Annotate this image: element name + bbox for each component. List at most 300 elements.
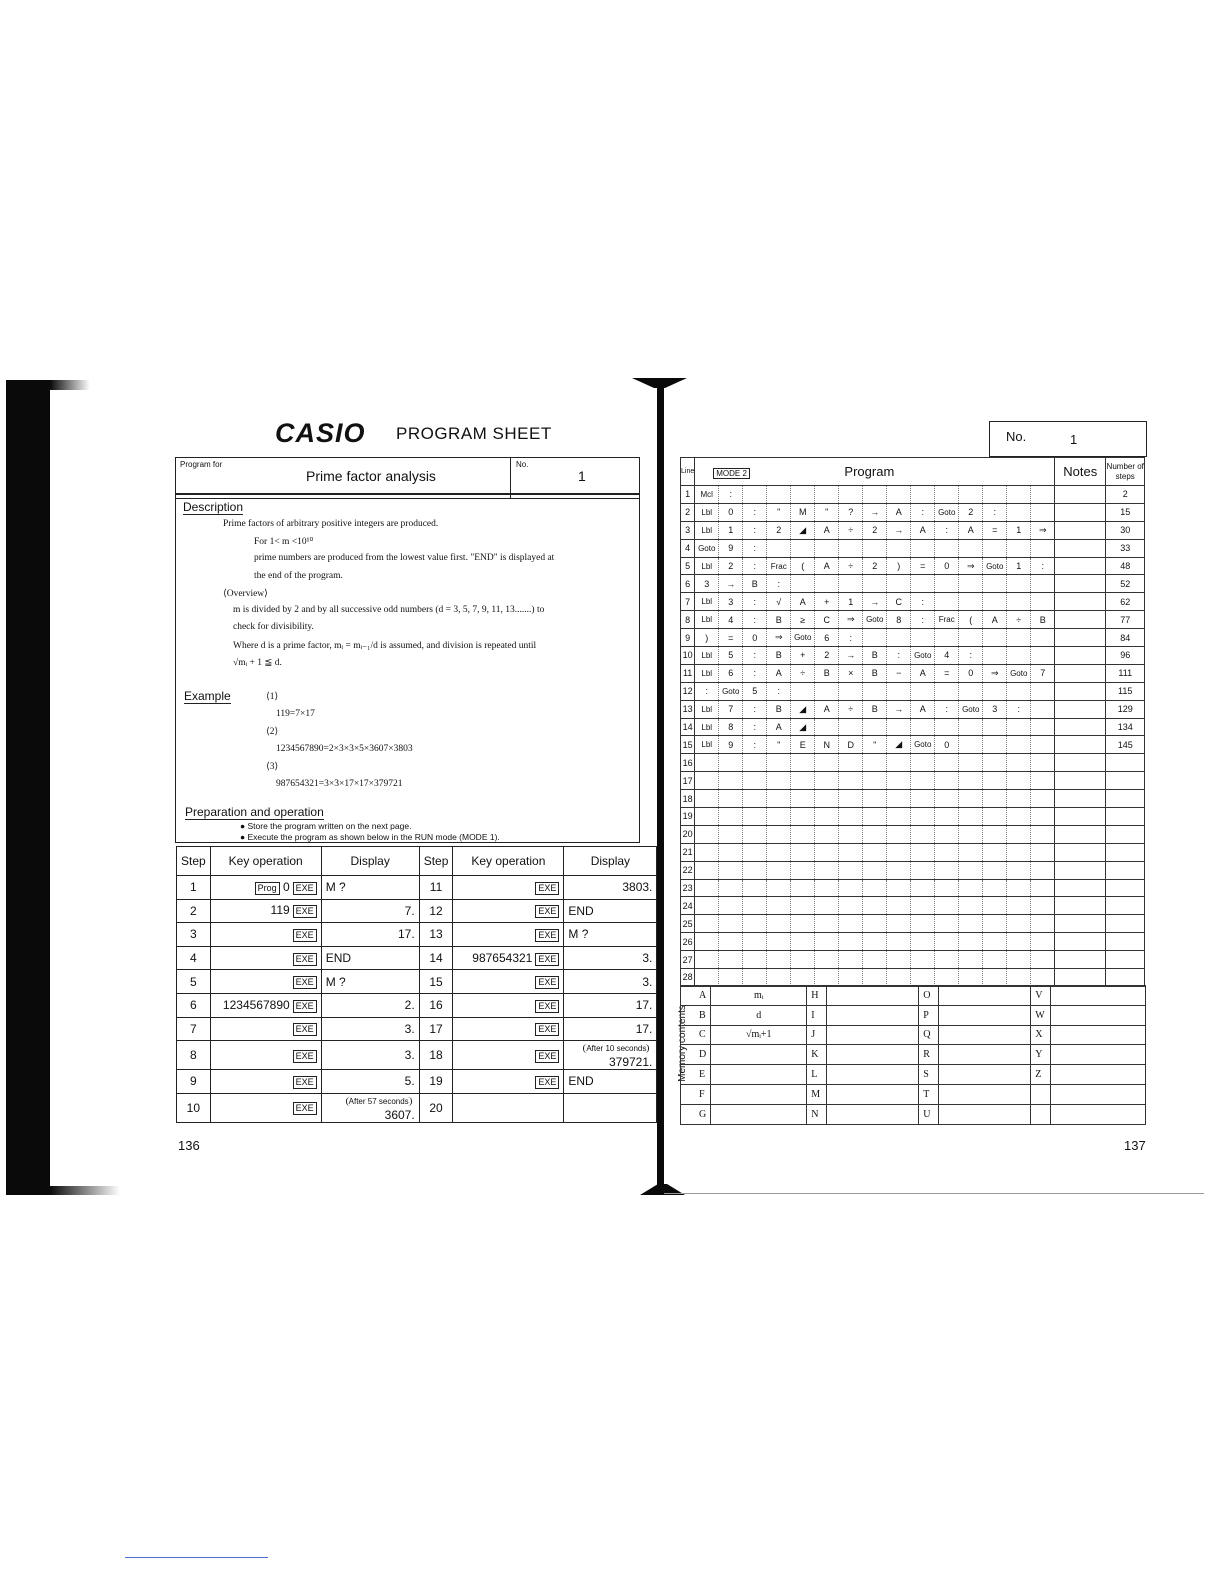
program-token <box>791 843 815 861</box>
scan-shadow-bottom <box>50 1186 120 1195</box>
col-program <box>695 458 1055 486</box>
program-token <box>839 843 863 861</box>
program-token: 2 <box>863 557 887 575</box>
memory-value <box>827 1005 919 1025</box>
program-token: A <box>983 611 1007 629</box>
steps-cell: 62 <box>1106 593 1145 611</box>
program-token <box>839 915 863 933</box>
program-token: 5 <box>719 647 743 665</box>
program-token <box>983 843 1007 861</box>
program-token: B <box>767 647 791 665</box>
program-token <box>1007 647 1031 665</box>
program-token: ⇒ <box>767 629 791 647</box>
program-token <box>1007 629 1031 647</box>
program-token: 8 <box>719 718 743 736</box>
exe-key: EXE <box>535 1023 559 1036</box>
program-token <box>767 825 791 843</box>
program-token: 2 <box>863 521 887 539</box>
program-token <box>695 843 719 861</box>
program-token: N <box>815 736 839 754</box>
program-token <box>911 843 935 861</box>
memory-variable: M <box>807 1084 827 1104</box>
memory-value <box>1051 1025 1146 1045</box>
program-token <box>815 772 839 790</box>
program-token <box>791 951 815 969</box>
program-token <box>911 539 935 557</box>
program-token: A <box>959 521 983 539</box>
program-line <box>681 700 1145 718</box>
program-token <box>791 790 815 808</box>
program-token: : <box>911 503 935 521</box>
exe-key: EXE <box>535 953 559 966</box>
program-token: Goto <box>1007 664 1031 682</box>
step-cell: 17 <box>419 1017 453 1041</box>
program-token <box>767 539 791 557</box>
memory-label-text: Memory contents <box>676 1005 688 1082</box>
key-operation-cell <box>453 1017 564 1041</box>
memory-value <box>939 1104 1031 1124</box>
program-token <box>863 897 887 915</box>
notes-cell <box>1055 611 1106 629</box>
steps-cell <box>1106 969 1145 987</box>
line-number: 17 <box>681 772 695 790</box>
no-value: 1 <box>578 468 586 484</box>
memory-variable: X <box>1031 1025 1051 1045</box>
program-token: 6 <box>815 629 839 647</box>
memory-variable: G <box>681 1104 711 1124</box>
program-token: 1 <box>1007 557 1031 575</box>
program-token <box>887 808 911 826</box>
steps-cell <box>1106 790 1145 808</box>
display-value: 379721. <box>608 1055 653 1070</box>
program-token <box>1031 629 1055 647</box>
line-number: 13 <box>681 700 695 718</box>
program-token: ÷ <box>839 557 863 575</box>
description-line: For 1< m <10¹⁰ <box>254 537 314 547</box>
key-operation-cell <box>210 923 321 947</box>
program-token <box>935 539 959 557</box>
program-token <box>911 897 935 915</box>
program-line <box>681 951 1145 969</box>
steps-cell <box>1106 951 1145 969</box>
program-token <box>743 933 767 951</box>
steps-cell <box>1106 897 1145 915</box>
program-token <box>935 933 959 951</box>
program-token <box>1007 503 1031 521</box>
program-token: Lbl <box>695 593 719 611</box>
program-token <box>1031 754 1055 772</box>
program-token <box>815 825 839 843</box>
key-input: 119 <box>270 903 290 918</box>
key-operation-cell <box>210 946 321 970</box>
program-token: : <box>743 557 767 575</box>
program-token <box>767 951 791 969</box>
program-token: C <box>887 593 911 611</box>
program-token <box>695 933 719 951</box>
program-token: 7 <box>719 700 743 718</box>
program-line <box>681 664 1145 682</box>
memory-value <box>827 1045 919 1065</box>
notes-cell <box>1055 808 1106 826</box>
program-token <box>863 772 887 790</box>
program-token: E <box>791 736 815 754</box>
program-token <box>839 754 863 772</box>
program-token <box>1007 539 1031 557</box>
program-token: : <box>695 682 719 700</box>
program-token <box>1031 736 1055 754</box>
step-cell: 15 <box>419 970 453 994</box>
exe-key: EXE <box>535 929 559 942</box>
memory-value: √mᵢ+1 <box>711 1025 807 1045</box>
line-number: 11 <box>681 664 695 682</box>
program-token <box>695 969 719 987</box>
line-number: 24 <box>681 897 695 915</box>
program-token <box>935 915 959 933</box>
program-token: ( <box>959 611 983 629</box>
program-token: D <box>839 736 863 754</box>
description-line: Prime factors of arbitrary positive integers are produced. <box>223 519 439 529</box>
exe-key: EXE <box>535 1050 559 1063</box>
program-line <box>681 861 1145 879</box>
program-token <box>719 754 743 772</box>
display-cell <box>564 899 657 923</box>
key-operation-cell <box>453 993 564 1017</box>
program-token <box>1007 575 1031 593</box>
program-token <box>743 897 767 915</box>
preparation-heading: Preparation and operation <box>185 805 324 819</box>
spine-top <box>632 378 687 388</box>
program-token <box>959 486 983 504</box>
program-token <box>959 843 983 861</box>
exe-key: EXE <box>293 1023 317 1036</box>
key-operation-cell <box>210 1093 321 1122</box>
program-heading: Program <box>844 464 895 479</box>
program-token <box>743 790 767 808</box>
memory-variable: K <box>807 1045 827 1065</box>
exe-key: EXE <box>293 1076 317 1089</box>
program-token <box>1031 843 1055 861</box>
program-token: ÷ <box>839 521 863 539</box>
program-token <box>815 915 839 933</box>
program-token <box>959 718 983 736</box>
program-token <box>959 754 983 772</box>
program-token <box>743 486 767 504</box>
program-line <box>681 754 1145 772</box>
program-token <box>935 951 959 969</box>
program-line <box>681 879 1145 897</box>
program-line <box>681 647 1145 665</box>
table-row <box>177 970 657 994</box>
program-token <box>983 861 1007 879</box>
program-token <box>839 575 863 593</box>
program-token <box>935 808 959 826</box>
program-token <box>1007 682 1031 700</box>
program-token <box>959 772 983 790</box>
notes-cell <box>1055 647 1106 665</box>
program-token: B <box>767 611 791 629</box>
program-line <box>681 503 1145 521</box>
program-token <box>815 790 839 808</box>
description-line: check for divisibility. <box>233 622 314 632</box>
program-line <box>681 933 1145 951</box>
program-token <box>1031 897 1055 915</box>
display-value: 17. <box>635 1021 653 1036</box>
program-token: B <box>743 575 767 593</box>
program-line <box>681 486 1145 504</box>
program-token <box>1007 772 1031 790</box>
key-operation-cell <box>453 970 564 994</box>
exe-key: EXE <box>535 905 559 918</box>
program-token <box>863 682 887 700</box>
step-cell: 20 <box>419 1093 453 1122</box>
program-token <box>695 754 719 772</box>
program-token <box>911 825 935 843</box>
program-token <box>839 861 863 879</box>
program-token <box>839 808 863 826</box>
program-token <box>863 915 887 933</box>
program-token: 7 <box>1031 664 1055 682</box>
program-token <box>863 861 887 879</box>
notes-cell <box>1055 593 1106 611</box>
line-number: 28 <box>681 969 695 987</box>
program-token <box>959 933 983 951</box>
program-token <box>743 843 767 861</box>
step-cell: 11 <box>419 876 453 900</box>
program-token: 1 <box>1007 521 1031 539</box>
program-token: A <box>815 557 839 575</box>
notes-cell <box>1055 700 1106 718</box>
memory-variable: W <box>1031 1005 1051 1025</box>
exe-key: EXE <box>293 929 317 942</box>
key-operation-cell <box>453 923 564 947</box>
display-cell <box>564 876 657 900</box>
program-token <box>1031 933 1055 951</box>
program-token: ⇒ <box>1031 521 1055 539</box>
table-row <box>177 1017 657 1041</box>
notes-cell <box>1055 503 1106 521</box>
key-operation-cell <box>210 876 321 900</box>
line-number: 10 <box>681 647 695 665</box>
display-value: END <box>325 951 352 966</box>
program-token <box>791 486 815 504</box>
program-token <box>959 969 983 987</box>
display-value: M ? <box>325 974 346 989</box>
program-token: Goto <box>791 629 815 647</box>
program-token <box>1031 539 1055 557</box>
program-token: 4 <box>935 647 959 665</box>
program-line <box>681 521 1145 539</box>
program-token <box>863 790 887 808</box>
example-heading: Example <box>184 689 231 703</box>
program-token: 4 <box>719 611 743 629</box>
memory-row <box>681 1065 1146 1085</box>
divider <box>510 458 511 498</box>
program-token: Goto <box>983 557 1007 575</box>
program-token <box>719 969 743 987</box>
program-token <box>863 754 887 772</box>
program-token <box>743 772 767 790</box>
program-token <box>935 718 959 736</box>
memory-variable: O <box>919 986 939 1006</box>
program-token: A <box>911 521 935 539</box>
program-token <box>791 825 815 843</box>
program-token <box>1007 861 1031 879</box>
notes-cell <box>1055 843 1106 861</box>
program-token <box>863 718 887 736</box>
display-value: 2. <box>404 998 415 1013</box>
steps-cell <box>1106 861 1145 879</box>
program-token <box>695 861 719 879</box>
memory-row <box>681 1005 1146 1025</box>
program-token <box>839 718 863 736</box>
program-token: Lbl <box>695 718 719 736</box>
notes-cell <box>1055 682 1106 700</box>
program-token <box>863 969 887 987</box>
notes-cell <box>1055 897 1106 915</box>
step-cell: 7 <box>177 1017 211 1041</box>
program-token: 0 <box>719 503 743 521</box>
program-token <box>911 629 935 647</box>
program-token <box>839 486 863 504</box>
program-token: : <box>911 611 935 629</box>
program-token: 2 <box>959 503 983 521</box>
program-token <box>983 718 1007 736</box>
program-token <box>815 718 839 736</box>
program-token: : <box>743 736 767 754</box>
program-token <box>887 861 911 879</box>
key-operation-cell <box>210 1017 321 1041</box>
memory-variable: J <box>807 1025 827 1045</box>
memory-value <box>939 1005 1031 1025</box>
program-token <box>719 772 743 790</box>
memory-row <box>681 1045 1146 1065</box>
program-token: 1 <box>839 593 863 611</box>
program-token: : <box>743 593 767 611</box>
program-token: 2 <box>719 557 743 575</box>
program-token <box>983 897 1007 915</box>
key-operation-cell <box>453 876 564 900</box>
program-token <box>791 754 815 772</box>
program-token <box>983 969 1007 987</box>
program-token: A <box>911 664 935 682</box>
mode-key: MODE 2 <box>713 468 750 479</box>
program-token <box>935 486 959 504</box>
program-token <box>911 808 935 826</box>
program-token <box>863 539 887 557</box>
step-cell: 8 <box>177 1041 211 1070</box>
program-token <box>983 539 1007 557</box>
program-token: ⇒ <box>959 557 983 575</box>
program-token: 3 <box>719 593 743 611</box>
memory-value <box>827 1065 919 1085</box>
program-token <box>791 575 815 593</box>
table-row <box>177 946 657 970</box>
program-token: Mcl <box>695 486 719 504</box>
program-token <box>767 933 791 951</box>
program-line <box>681 539 1145 557</box>
key-input: 0 <box>282 879 290 894</box>
notes-cell <box>1055 825 1106 843</box>
memory-variable: R <box>919 1045 939 1065</box>
line-number: 2 <box>681 503 695 521</box>
program-token: ◢ <box>791 718 815 736</box>
program-token <box>743 825 767 843</box>
notes-cell <box>1055 772 1106 790</box>
program-token <box>695 808 719 826</box>
table-row <box>177 876 657 900</box>
program-token: : <box>935 521 959 539</box>
memory-variable: F <box>681 1084 711 1104</box>
step-cell: 16 <box>419 993 453 1017</box>
program-token: 0 <box>959 664 983 682</box>
program-token <box>887 754 911 772</box>
display-cell <box>564 1093 657 1122</box>
memory-row <box>681 1104 1146 1124</box>
program-line <box>681 557 1145 575</box>
program-token <box>743 808 767 826</box>
memory-variable: C <box>681 1025 711 1045</box>
memory-value <box>939 1065 1031 1085</box>
program-token <box>935 879 959 897</box>
display-cell <box>564 970 657 994</box>
program-token <box>935 593 959 611</box>
program-line <box>681 629 1145 647</box>
table-row <box>177 923 657 947</box>
line-number: 26 <box>681 933 695 951</box>
steps-cell: 129 <box>1106 700 1145 718</box>
line-number: 1 <box>681 486 695 504</box>
program-token: " <box>767 736 791 754</box>
memory-variable <box>1031 1084 1051 1104</box>
program-token: M <box>791 503 815 521</box>
col-display: Display <box>564 847 657 876</box>
memory-variable: U <box>919 1104 939 1124</box>
example-line: 119=7×17 <box>276 709 315 719</box>
steps-cell: 111 <box>1106 664 1145 682</box>
display-cell <box>321 946 419 970</box>
program-line <box>681 575 1145 593</box>
program-token: × <box>839 664 863 682</box>
program-token <box>767 790 791 808</box>
program-token: → <box>887 521 911 539</box>
program-token: Lbl <box>695 611 719 629</box>
program-token: : <box>743 521 767 539</box>
program-token <box>815 539 839 557</box>
program-token <box>839 879 863 897</box>
program-line <box>681 718 1145 736</box>
program-token <box>887 718 911 736</box>
casio-logo: CASIO <box>275 418 366 448</box>
steps-cell: 84 <box>1106 629 1145 647</box>
steps-cell <box>1106 808 1145 826</box>
program-token <box>815 951 839 969</box>
program-token <box>1007 718 1031 736</box>
program-token <box>695 825 719 843</box>
program-token <box>839 825 863 843</box>
memory-variable: S <box>919 1065 939 1085</box>
program-token: Goto <box>935 503 959 521</box>
program-token <box>1007 754 1031 772</box>
program-token <box>839 933 863 951</box>
memory-variable: D <box>681 1045 711 1065</box>
steps-cell: 134 <box>1106 718 1145 736</box>
steps-cell: 145 <box>1106 736 1145 754</box>
table-row <box>177 1070 657 1094</box>
program-token: A <box>767 718 791 736</box>
program-token: ? <box>839 503 863 521</box>
description-line: m is divided by 2 and by all successive odd numbers (d = 3, 5, 7, 9, 11, 13.......) to <box>233 605 545 615</box>
program-token <box>959 629 983 647</box>
